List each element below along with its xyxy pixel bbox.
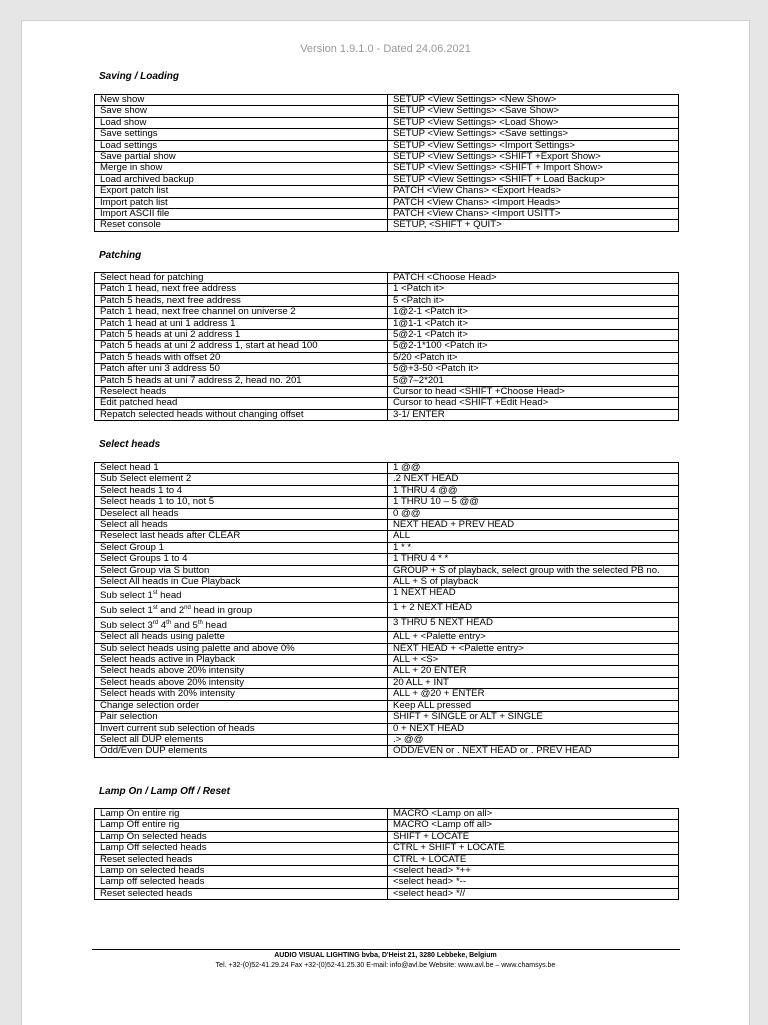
table-row [95,95,679,106]
action-cell: Patch 5 heads, next free address [95,295,388,306]
table-row [95,140,679,151]
table-row [95,220,679,231]
table-row [95,723,679,734]
action-cell: Select head 1 [95,463,388,474]
ordinal-suffix: th [197,619,203,626]
action-cell: Select heads with 20% intensity [95,689,388,700]
table-row [95,387,679,398]
table-row [95,152,679,163]
command-cell: NEXT HEAD + <Palette entry> [388,643,679,654]
action-cell: New show [95,95,388,106]
command-cell: Cursor to head <SHIFT +Choose Head> [388,387,679,398]
table-row [95,474,679,485]
action-cell: Repatch selected heads without changing offset [95,409,388,420]
command-cell: 5@2-1*100 <Patch it> [388,341,679,352]
table-row [95,712,679,723]
table-row [95,398,679,409]
command-cell: SETUP <View Settings> <New Show> [388,95,679,106]
command-cell: SETUP <View Settings> <Save Show> [388,106,679,117]
command-cell: 5@2-1 <Patch it> [388,330,679,341]
command-cell: PATCH <View Chans> <Export Heads> [388,186,679,197]
action-cell: Odd/Even DUP elements [95,746,388,757]
table-row [95,352,679,363]
action-cell: Lamp Off selected heads [95,843,388,854]
action-cell: Change selection order [95,700,388,711]
table-row [95,809,679,820]
document-page [21,20,750,1025]
table-row [95,197,679,208]
action-cell: Select Group 1 [95,542,388,553]
command-cell: CTRL + SHIFT + LOCATE [388,843,679,854]
command-cell: .2 NEXT HEAD [388,474,679,485]
command-cell: <select head> *++ [388,866,679,877]
command-cell: .> @@ [388,734,679,745]
action-cell: Reset selected heads [95,854,388,865]
table-row [95,186,679,197]
action-cell: Sub select 3rd 4th and 5th head [95,617,388,632]
action-cell: Lamp on selected heads [95,866,388,877]
command-cell: <select head> *// [388,888,679,899]
table-row [95,877,679,888]
action-cell: Select All heads in Cue Playback [95,577,388,588]
command-cell: 1 * * [388,542,679,553]
action-cell: Save partial show [95,152,388,163]
command-cell: 5 <Patch it> [388,295,679,306]
table-row [95,106,679,117]
table-row [95,520,679,531]
action-cell: Select all heads [95,520,388,531]
table-row [95,174,679,185]
action-cell: Patch after uni 3 address 50 [95,364,388,375]
table-row [95,375,679,386]
action-cell: Merge in show [95,163,388,174]
table-row [95,330,679,341]
command-cell: SETUP <View Settings> <Import Settings> [388,140,679,151]
command-cell: SETUP <View Settings> <SHIFT +Export Show> [388,152,679,163]
action-cell: Patch 5 heads at uni 2 address 1 [95,330,388,341]
command-cell: 1 <Patch it> [388,284,679,295]
command-cell: 3 THRU 5 NEXT HEAD [388,617,679,632]
section-title-select-heads: Select heads [99,439,161,450]
command-cell: NEXT HEAD + PREV HEAD [388,520,679,531]
table-row [95,577,679,588]
table-row [95,163,679,174]
table-row [95,497,679,508]
table-row [95,831,679,842]
table-row [95,295,679,306]
table-row [95,284,679,295]
action-cell: Reselect last heads after CLEAR [95,531,388,542]
action-cell: Sub select 1st head [95,588,388,603]
table-row [95,364,679,375]
action-cell: Edit patched head [95,398,388,409]
action-cell: Import patch list [95,197,388,208]
table-patching [94,272,679,421]
ordinal-suffix: st [152,590,158,597]
command-cell: PATCH <View Chans> <Import Heads> [388,197,679,208]
ordinal-suffix: st [152,605,158,612]
command-cell: SETUP <View Settings> <Save settings> [388,129,679,140]
action-cell: Select Group via S button [95,565,388,576]
ordinal-suffix: rd [152,619,159,626]
command-cell: 3-1/ ENTER [388,409,679,420]
section-title-lamp: Lamp On / Lamp Off / Reset [99,786,230,797]
command-cell: 1 @@ [388,463,679,474]
command-cell: MACRO <Lamp on all> [388,809,679,820]
table-row [95,508,679,519]
command-cell: 1 + 2 NEXT HEAD [388,603,679,618]
action-cell: Patch 1 head, next free address [95,284,388,295]
command-cell: ALL + @20 + ENTER [388,689,679,700]
action-cell: Select heads above 20% intensity [95,677,388,688]
action-cell: Patch 5 heads with offset 20 [95,352,388,363]
ordinal-suffix: nd [184,605,191,612]
table-row [95,485,679,496]
table-row [95,554,679,565]
command-cell: SETUP <View Settings> <SHIFT + Load Backup> [388,174,679,185]
action-cell: Select Groups 1 to 4 [95,554,388,565]
action-cell: Select heads active in Playback [95,655,388,666]
action-cell: Select heads above 20% intensity [95,666,388,677]
action-cell: Reset selected heads [95,888,388,899]
command-cell: GROUP + S of playback, select group with the selected PB no. [388,565,679,576]
action-cell: Save settings [95,129,388,140]
command-cell: 5@7–2*201 [388,375,679,386]
table-row [95,603,679,618]
action-cell: Load settings [95,140,388,151]
command-cell: <select head> *-- [388,877,679,888]
table-row [95,655,679,666]
table-row [95,341,679,352]
table-row [95,820,679,831]
command-cell: ALL + S of playback [388,577,679,588]
footer-company: AUDIO VISUAL LIGHTING bvba, D'Heist 21, 3280 Lebbeke, Belgium [274,952,497,959]
command-cell: Cursor to head <SHIFT +Edit Head> [388,398,679,409]
command-cell: ALL + <Palette entry> [388,632,679,643]
table-row [95,117,679,128]
command-cell: 1 THRU 10 – 5 @@ [388,497,679,508]
command-cell: SETUP <View Settings> <Load Show> [388,117,679,128]
table-select-heads [94,462,679,758]
action-cell: Reset console [95,220,388,231]
table-row [95,888,679,899]
table-row [95,209,679,220]
table-row [95,843,679,854]
action-cell: Sub Select element 2 [95,474,388,485]
command-cell: 1 NEXT HEAD [388,588,679,603]
table-row [95,746,679,757]
table-row [95,689,679,700]
action-cell: Lamp On entire rig [95,809,388,820]
command-cell: PATCH <Choose Head> [388,273,679,284]
version-header: Version 1.9.1.0 - Dated 24.06.2021 [300,43,471,55]
action-cell: Lamp On selected heads [95,831,388,842]
table-row [95,129,679,140]
action-cell: Patch 5 heads at uni 2 address 1, start at head 100 [95,341,388,352]
table-row [95,307,679,318]
action-cell: Load show [95,117,388,128]
ordinal-suffix: th [166,619,172,626]
table-saving-loading [94,94,679,232]
action-cell: Export patch list [95,186,388,197]
action-cell: Pair selection [95,712,388,723]
action-cell: Lamp off selected heads [95,877,388,888]
action-cell: Patch 1 head, next free channel on universe 2 [95,307,388,318]
command-cell: ALL + <S> [388,655,679,666]
table-row [95,318,679,329]
table-row [95,866,679,877]
command-cell: SETUP, <SHIFT + QUIT> [388,220,679,231]
action-cell: Lamp Off entire rig [95,820,388,831]
command-cell: 1 THRU 4 @@ [388,485,679,496]
table-row [95,854,679,865]
section-title-patching: Patching [99,250,142,261]
table-row [95,734,679,745]
table-row [95,677,679,688]
table-row [95,666,679,677]
command-cell: SETUP <View Settings> <SHIFT + Import Show> [388,163,679,174]
action-cell: Patch 5 heads at uni 7 address 2, head no. 201 [95,375,388,386]
command-cell: 0 @@ [388,508,679,519]
action-cell: Sub select 1st and 2nd head in group [95,603,388,618]
command-cell: 0 + NEXT HEAD [388,723,679,734]
command-cell: 5/20 <Patch it> [388,352,679,363]
command-cell: 1@2-1 <Patch it> [388,307,679,318]
command-cell: PATCH <View Chans> <Import USITT> [388,209,679,220]
table-row [95,617,679,632]
action-cell: Save show [95,106,388,117]
command-cell: ODD/EVEN or . NEXT HEAD or . PREV HEAD [388,746,679,757]
command-cell: 1 THRU 4 * * [388,554,679,565]
command-cell: Keep ALL pressed [388,700,679,711]
table-row [95,463,679,474]
table-lamp [94,808,679,900]
command-cell: ALL [388,531,679,542]
action-cell: Select all DUP elements [95,734,388,745]
action-cell: Load archived backup [95,174,388,185]
table-row [95,409,679,420]
action-cell: Select heads 1 to 10, not 5 [95,497,388,508]
command-cell: 5@+3-50 <Patch it> [388,364,679,375]
table-row [95,700,679,711]
table-row [95,632,679,643]
table-row [95,273,679,284]
command-cell: 20 ALL + INT [388,677,679,688]
command-cell: CTRL + LOCATE [388,854,679,865]
command-cell: MACRO <Lamp off all> [388,820,679,831]
action-cell: Select all heads using palette [95,632,388,643]
footer-contact: Tel. +32-(0)52-41.29.24 Fax +32-(0)52-41.25.30 E-mail: info@avl.be Website: www.avl.be – www.chamsys.be [215,962,556,969]
action-cell: Invert current sub selection of heads [95,723,388,734]
command-cell: 1@1-1 <Patch it> [388,318,679,329]
action-cell: Sub select heads using palette and above 0% [95,643,388,654]
action-cell: Select heads 1 to 4 [95,485,388,496]
footer-divider [92,949,680,950]
action-cell: Reselect heads [95,387,388,398]
table-row [95,643,679,654]
command-cell: SHIFT + SINGLE or ALT + SINGLE [388,712,679,723]
table-row [95,565,679,576]
action-cell: Select head for patching [95,273,388,284]
table-row [95,531,679,542]
table-row [95,588,679,603]
table-row [95,542,679,553]
command-cell: SHIFT + LOCATE [388,831,679,842]
command-cell: ALL + 20 ENTER [388,666,679,677]
action-cell: Import ASCII file [95,209,388,220]
section-title-saving-loading: Saving / Loading [99,71,180,82]
action-cell: Patch 1 head at uni 1 address 1 [95,318,388,329]
action-cell: Deselect all heads [95,508,388,519]
